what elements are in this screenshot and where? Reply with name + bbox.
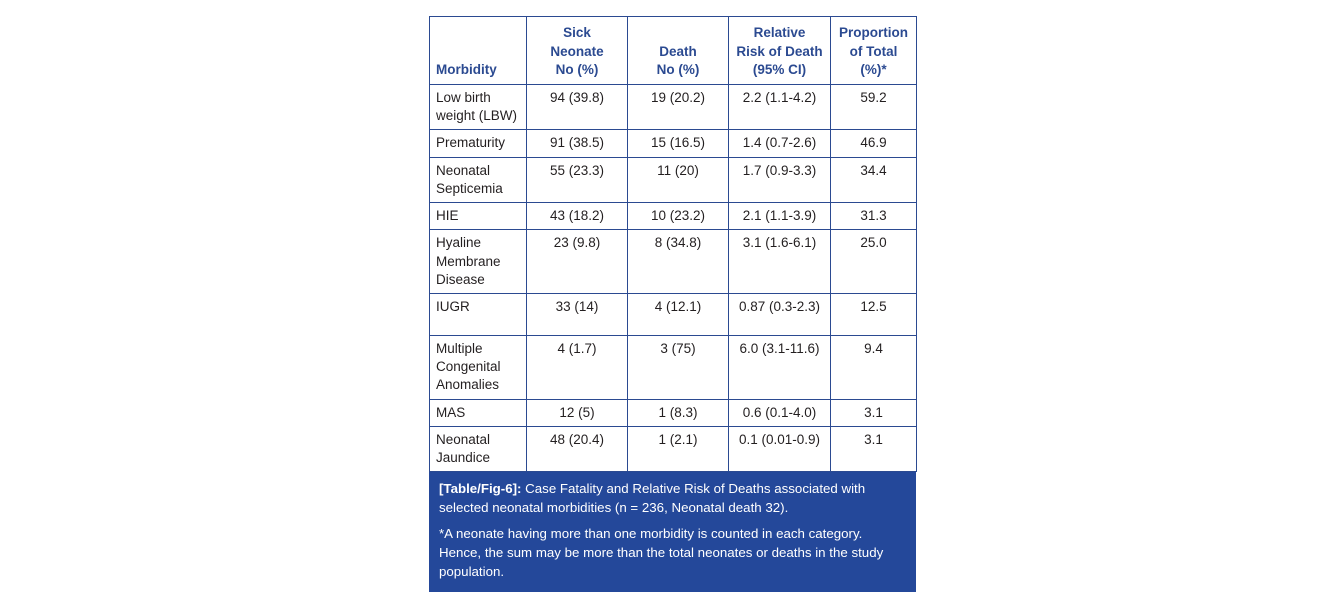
cell-relative-risk: 0.87 (0.3-2.3) <box>729 293 831 335</box>
table-body <box>430 85 917 472</box>
cell-proportion: 46.9 <box>831 130 917 157</box>
cell-proportion: 12.5 <box>831 293 917 335</box>
cell-proportion: 3.1 <box>831 399 917 426</box>
cell-proportion: 31.3 <box>831 203 917 230</box>
cell-death: 1 (8.3) <box>628 399 729 426</box>
cell-relative-risk: 0.1 (0.01-0.9) <box>729 426 831 471</box>
table-header <box>430 17 917 85</box>
cell-morbidity: Neonatal Jaundice <box>430 426 527 471</box>
column-header-line: of Total <box>849 43 898 59</box>
cell-relative-risk: 3.1 (1.6-6.1) <box>729 230 831 294</box>
cell-sick-neonate: 48 (20.4) <box>527 426 628 471</box>
table-row <box>430 130 917 157</box>
cell-morbidity: Hyaline Membrane Disease <box>430 230 527 294</box>
cell-death: 11 (20) <box>628 157 729 202</box>
column-header-relative-risk <box>729 17 831 85</box>
cell-sick-neonate: 12 (5) <box>527 399 628 426</box>
cell-death: 1 (2.1) <box>628 426 729 471</box>
caption-text: Case Fatality and Relative Risk of Deaths associated with selected neonatal morbidities (n = 236, Neonatal death 32). <box>439 481 866 516</box>
table-row <box>430 399 917 426</box>
cell-death: 3 (75) <box>628 335 729 399</box>
table-header-row <box>430 17 917 85</box>
cell-sick-neonate: 55 (23.3) <box>527 157 628 202</box>
column-header-line: Sick <box>563 25 591 41</box>
column-header-line: Relative <box>753 25 806 41</box>
table-row <box>430 426 917 471</box>
column-header-death <box>628 17 729 85</box>
column-header-line: Neonate <box>550 43 604 59</box>
cell-sick-neonate: 43 (18.2) <box>527 203 628 230</box>
cell-proportion: 25.0 <box>831 230 917 294</box>
cell-morbidity: Neonatal Septicemia <box>430 157 527 202</box>
column-header-sick-neonate <box>527 17 628 85</box>
cell-death: 10 (23.2) <box>628 203 729 230</box>
cell-proportion: 3.1 <box>831 426 917 471</box>
table-figure-container <box>429 16 916 592</box>
column-header-line: Death <box>659 43 697 59</box>
cell-relative-risk: 6.0 (3.1-11.6) <box>729 335 831 399</box>
cell-morbidity: MAS <box>430 399 527 426</box>
cell-proportion: 59.2 <box>831 85 917 130</box>
table-caption <box>429 472 916 591</box>
cell-proportion: 34.4 <box>831 157 917 202</box>
table-row <box>430 293 917 335</box>
column-header-proportion <box>831 17 917 85</box>
table-row <box>430 85 917 130</box>
cell-morbidity: HIE <box>430 203 527 230</box>
column-header-line: Proportion <box>839 25 908 41</box>
cell-death: 15 (16.5) <box>628 130 729 157</box>
cell-sick-neonate: 23 (9.8) <box>527 230 628 294</box>
morbidity-table <box>429 16 917 472</box>
cell-relative-risk: 1.7 (0.9-3.3) <box>729 157 831 202</box>
caption-main <box>439 480 906 518</box>
cell-morbidity: IUGR <box>430 293 527 335</box>
cell-morbidity: Low birth weight (LBW) <box>430 85 527 130</box>
column-header-line: No (%) <box>656 61 700 77</box>
table-row <box>430 230 917 294</box>
cell-morbidity: Prematurity <box>430 130 527 157</box>
column-header-morbidity <box>430 17 527 85</box>
cell-relative-risk: 2.1 (1.1-3.9) <box>729 203 831 230</box>
cell-relative-risk: 0.6 (0.1-4.0) <box>729 399 831 426</box>
column-header-line: (95% CI) <box>752 61 807 77</box>
cell-morbidity: Multiple Congenital Anomalies <box>430 335 527 399</box>
table-row <box>430 335 917 399</box>
table-row <box>430 157 917 202</box>
cell-death: 8 (34.8) <box>628 230 729 294</box>
table-row <box>430 203 917 230</box>
cell-relative-risk: 2.2 (1.1-4.2) <box>729 85 831 130</box>
caption-footnote: *A neonate having more than one morbidity is counted in each category. Hence, the sum may be more than the total neonates or deaths in the study population. <box>439 526 884 579</box>
cell-sick-neonate: 33 (14) <box>527 293 628 335</box>
cell-sick-neonate: 94 (39.8) <box>527 85 628 130</box>
cell-sick-neonate: 91 (38.5) <box>527 130 628 157</box>
column-header-line: (%)* <box>860 61 887 77</box>
caption-label: [Table/Fig-6]: <box>439 481 522 497</box>
cell-sick-neonate: 4 (1.7) <box>527 335 628 399</box>
cell-relative-risk: 1.4 (0.7-2.6) <box>729 130 831 157</box>
cell-death: 4 (12.1) <box>628 293 729 335</box>
cell-proportion: 9.4 <box>831 335 917 399</box>
cell-death: 19 (20.2) <box>628 85 729 130</box>
column-header-line: Morbidity <box>436 61 497 77</box>
column-header-line: Risk of Death <box>736 43 823 59</box>
column-header-line: No (%) <box>555 61 599 77</box>
